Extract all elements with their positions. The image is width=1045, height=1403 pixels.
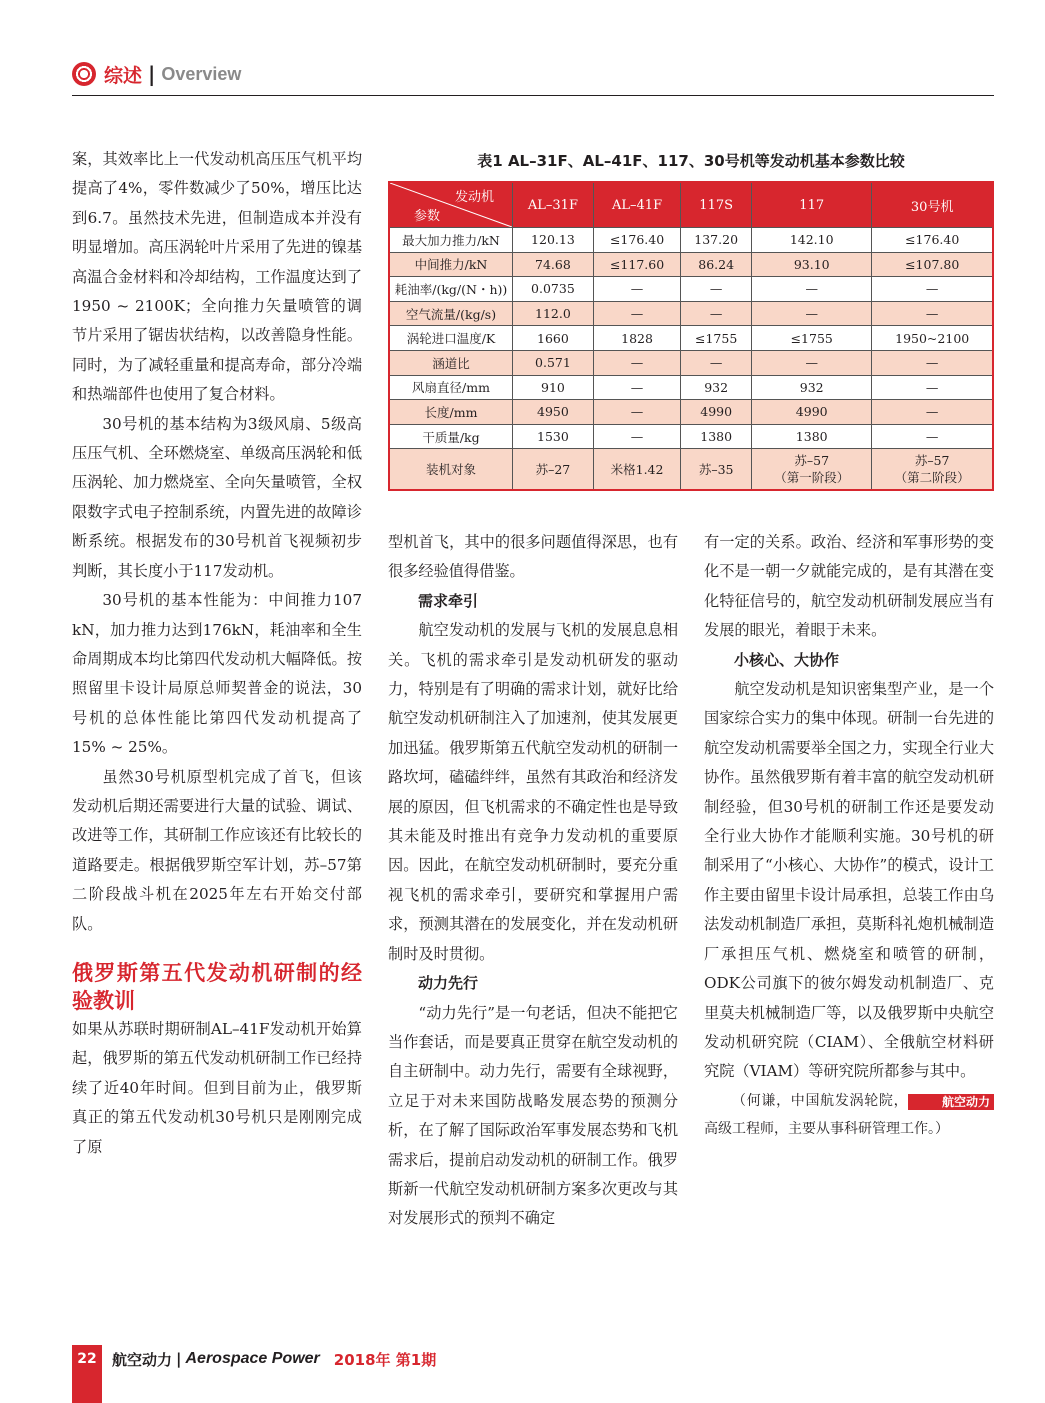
paragraph: 案，其效率比上一代发动机高压压气机平均提高了4%，零件数减少了50%，增压比达到6.7。虽然技术先进，但制造成本并没有明显增加。高压涡轮叶片采用了先进的镍基高温合金材料和冷却结构，工作温度达到了1950 ~ 2100K；全向推力矢量喷管的调节片采用了锯齿状结构，以改善隐身性能。同时，为了减轻重量和提高寿命，部分冷端和热端部件也使用了复合材料。 (72, 150, 362, 404)
section-name-en: Overview (161, 63, 242, 84)
table-cell: 137.20 (681, 228, 752, 253)
paragraph: 30号机的基本性能为：中间推力107 kN，加力推力达到176kN，耗油率和全生命周期成本均比第四代发动机大幅降低。按照留里卡设计局原总师契普金的说法，30号机的总体性能比第四代发动机提高了15% ~ 25%。 (72, 591, 362, 757)
table-cell: 93.10 (752, 252, 872, 277)
table-cell: 1660 (513, 326, 594, 351)
column-header: 117 (752, 182, 872, 228)
row-label: 中间推力/kN (389, 252, 513, 277)
table-cell: 4950 (513, 400, 594, 425)
table-cell: 142.10 (752, 228, 872, 253)
table-cell: — (752, 277, 872, 302)
table-cell: — (593, 350, 680, 375)
table-row (389, 375, 993, 400)
table-cell: 1950~2100 (872, 326, 993, 351)
table-cell: 86.24 (681, 252, 752, 277)
row-label: 最大加力推力/kN (389, 228, 513, 253)
table-cell: 0.0735 (513, 277, 594, 302)
table-row (389, 252, 993, 277)
column-header: 117S (681, 182, 752, 228)
paragraph: 有一定的关系。政治、经济和军事形势的变化不是一朝一夕就能完成的，是有其潜在变化特征信号的，航空发动机研制发展应当有发展的眼光，着眼于未来。 (704, 533, 994, 640)
paragraph: “动力先行”是一句老话，但决不能把它当作套话，而是要真正贯穿在航空发动机的自主研制中。动力先行，需要有全球视野，立足于对未来国防战略发展态势的预测分析，在了解了国际政治军事发展态势和飞机需求后，提前启动发动机的研制工作。俄罗斯新一代航空发动机研制方案多次更改与其对发展形式的预判不确定 (388, 1003, 678, 1228)
header-separator: | (148, 62, 156, 86)
table-row (389, 350, 993, 375)
subheading: 需求牵引 (418, 591, 479, 610)
table-cell: — (752, 350, 872, 375)
header-rule (72, 95, 994, 96)
table-cell: 米格1.42 (593, 449, 680, 491)
table-cell: — (593, 400, 680, 425)
table-cell: 苏–27 (513, 449, 594, 491)
table-cell: 120.13 (513, 228, 594, 253)
table-cell: 1530 (513, 424, 594, 449)
paragraph-text: 航空发动机是知识密集型产业，是一个国家综合实力的集中体现。研制一台先进的航空发动机需要举全国之力，实现全行业大协作。虽然俄罗斯有着丰富的航空发动机研制经验，但30号机的研制工作还是要发动全行业大协作才能顺利实施。30号机的研制采用了“小核心、大协作”的模式，设计工作主要由留里卡设计局承担，总装工作由乌法发动机制造厂承担，莫斯科礼炮机械制造厂承担压气机、燃烧室和喷管的研制，ODK公司旗下的彼尔姆发动机制造厂、克里莫夫机械制造厂等，以及俄罗斯中央航空发动机研究院（CIAM）、全俄航空材料研究院（VIAM）等研究院所都参与其中。 (704, 680, 994, 1081)
row-label: 涡轮进口温度/K (389, 326, 513, 351)
column-header: AL–41F (593, 182, 680, 228)
column-right (704, 528, 994, 1143)
column-left (72, 145, 362, 1162)
end-badge: 航空动力 (908, 1094, 994, 1110)
table-cell: ≤1755 (681, 326, 752, 351)
table-cell: 932 (681, 375, 752, 400)
paragraph: 30号机的基本结构为3级风扇、5级高压压气机、全环燃烧室、单级高压涡轮和低压涡轮、加力燃烧室、全向矢量喷管，全权限数字式电子控制系统，内置先进的故障诊断系统。根据发布的30号机首飞视频初步判断，其长度小于117发动机。 (72, 414, 362, 580)
corner-label-param: 参数 (414, 209, 441, 224)
table-row (389, 228, 993, 253)
table-cell: ≤117.60 (593, 252, 680, 277)
page-footer (72, 1345, 436, 1373)
column-header: AL–31F (513, 182, 594, 228)
cell-line: （第一阶段） (774, 470, 850, 486)
row-label: 干质量/kg (389, 424, 513, 449)
row-label: 涵道比 (389, 350, 513, 375)
table-cell: ≤176.40 (872, 228, 993, 253)
magazine-name-en: Aerospace Power (185, 1350, 320, 1367)
table-cell: — (593, 301, 680, 326)
table-cell: ≤176.40 (593, 228, 680, 253)
cell-line: （第二阶段） (894, 470, 970, 486)
table-cell: — (752, 301, 872, 326)
table-cell: 0.571 (513, 350, 594, 375)
section-name-cn: 综述 (104, 64, 143, 87)
table-cell: — (593, 375, 680, 400)
table-cell (752, 449, 872, 491)
table-cell: — (681, 277, 752, 302)
table-cell: 910 (513, 375, 594, 400)
table-cell: 1828 (593, 326, 680, 351)
table-cell: 4990 (681, 400, 752, 425)
author-note: （何谦，中国航发涡轮院，高级工程师，主要从事科研管理工作。） (704, 1092, 949, 1137)
page-header (72, 58, 241, 90)
table-cell: — (593, 277, 680, 302)
parameter-table (388, 181, 994, 491)
footer-accent-bar (72, 1373, 102, 1403)
table-cell: — (872, 400, 993, 425)
row-label: 长度/mm (389, 400, 513, 425)
paragraph: 如果从苏联时期研制AL–41F发动机开始算起，俄罗斯的第五代发动机研制工作已经持续了近40年时间。但到目前为止，俄罗斯真正的第五代发动机30号机只是刚刚完成了原 (72, 1019, 362, 1156)
table-row (389, 400, 993, 425)
column-header: 30号机 (872, 182, 993, 228)
table-row (389, 277, 993, 302)
corner-label-engine: 发动机 (454, 190, 494, 205)
row-label: 装机对象 (389, 449, 513, 491)
table-cell: 112.0 (513, 301, 594, 326)
table-cell: — (593, 424, 680, 449)
table-cell: — (872, 424, 993, 449)
paragraph: 型机首飞，其中的很多问题值得深思，也有很多经验值得借鉴。 (388, 533, 678, 581)
table-caption: 表1 AL–31F、AL–41F、117、30号机等发动机基本参数比较 (477, 152, 905, 170)
table-cell: 苏–35 (681, 449, 752, 491)
table-cell: 1380 (752, 424, 872, 449)
magazine-logo-icon (72, 62, 96, 86)
table-cell: — (681, 350, 752, 375)
cell-line: 苏–57 (914, 453, 950, 469)
table-cell: ≤107.80 (872, 252, 993, 277)
table-row (389, 424, 993, 449)
subheading: 动力先行 (418, 974, 479, 993)
table-row (389, 301, 993, 326)
row-label: 空气流量/(kg/s) (389, 301, 513, 326)
table-cell: 74.68 (513, 252, 594, 277)
page-number: 22 (72, 1345, 102, 1373)
table-row (389, 449, 993, 491)
table-row (389, 326, 993, 351)
table-cell: ≤1755 (752, 326, 872, 351)
row-label: 风扇直径/mm (389, 375, 513, 400)
table-cell: — (872, 375, 993, 400)
cell-line: 苏–57 (794, 453, 830, 469)
paragraph (704, 675, 994, 1109)
table-corner-cell (389, 182, 513, 228)
issue-label: 2018年 第1期 (333, 1350, 437, 1369)
table-cell (872, 449, 993, 491)
table-cell: 932 (752, 375, 872, 400)
footer-separator: | (176, 1350, 182, 1368)
table-cell: — (872, 277, 993, 302)
table-cell: — (681, 301, 752, 326)
column-middle (388, 528, 678, 1234)
paragraph: 虽然30号机原型机完成了首飞，但该发动机后期还需要进行大量的试验、调试、改进等工作，其研制工作应该还有比较长的道路要走。根据俄罗斯空军计划，苏–57第二阶段战斗机在2025年左右开始交付部队。 (72, 767, 362, 933)
table-cell: 4990 (752, 400, 872, 425)
row-label: 耗油率/(kg/(N・h)) (389, 277, 513, 302)
table-header-row (389, 182, 993, 228)
table-cell: — (872, 350, 993, 375)
section-title: 俄罗斯第五代发动机研制的经验教训 (72, 960, 362, 1013)
table-cell: — (872, 301, 993, 326)
subheading: 小核心、大协作 (734, 650, 840, 669)
table-cell: 1380 (681, 424, 752, 449)
paragraph: 航空发动机的发展与飞机的发展息息相关。飞机的需求牵引是发动机研发的驱动力，特别是有了明确的需求计划，就好比给航空发动机研制注入了加速剂，使其发展更加迅猛。俄罗斯第五代航空发动机的研制一路坎坷，磕磕绊绊，虽然有其政治和经济发展的原因，但飞机需求的不确定性也是导致其未能及时推出有竞争力发动机的重要原因。因此，在航空发动机研制时，要充分重视飞机的需求牵引，要研究和掌握用户需求，预测其潜在的发展变化，并在发动机研制时及时贯彻。 (388, 621, 678, 963)
magazine-name-cn: 航空动力 (112, 1350, 173, 1369)
